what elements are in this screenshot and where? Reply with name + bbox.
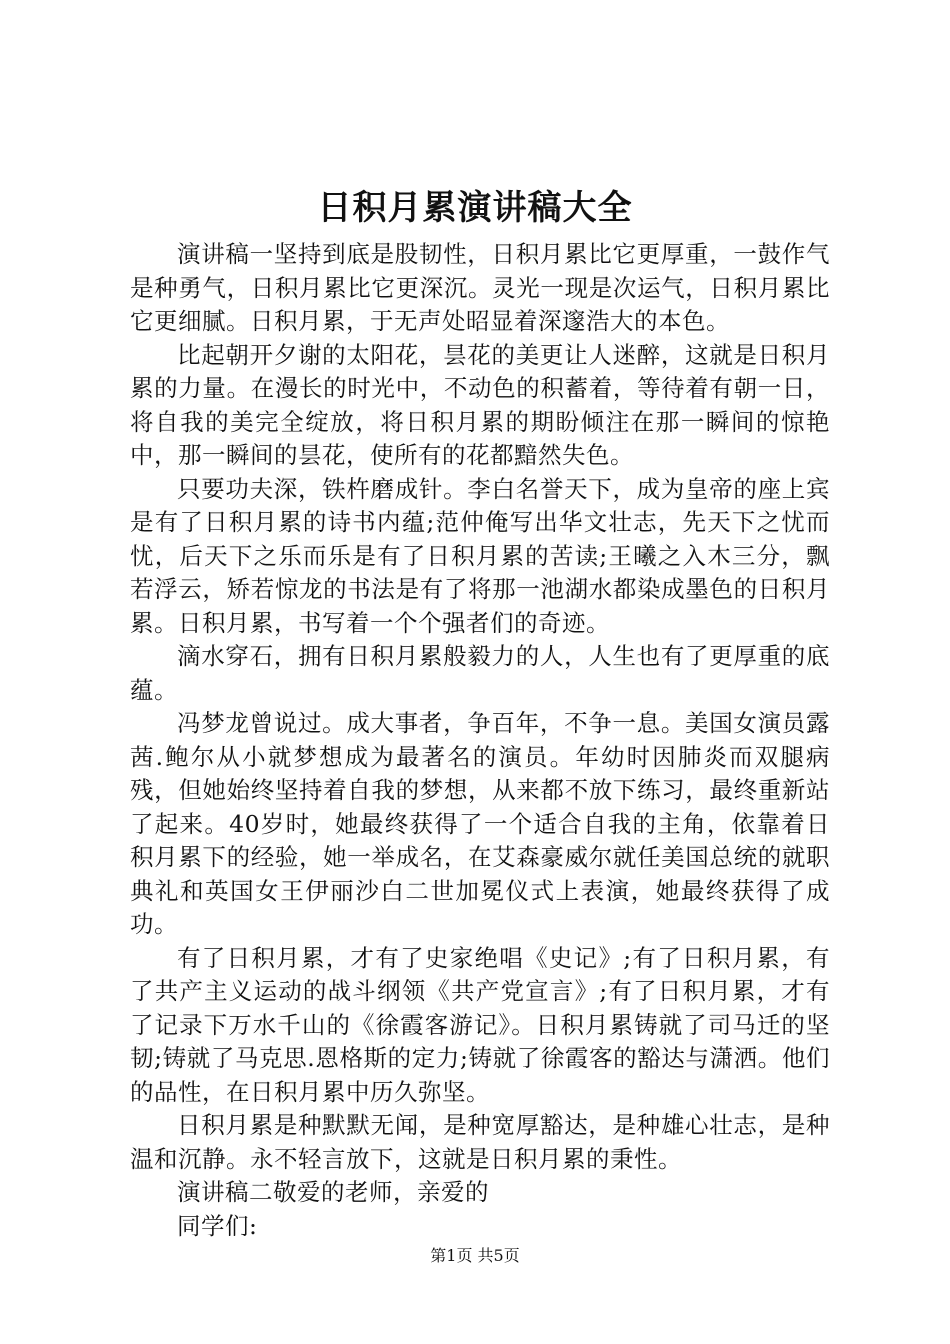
paragraph: 比起朝开夕谢的太阳花，昙花的美更让人迷醉，这就是日积月累的力量。在漫长的时光中，不动色的积蓄着，等待着有朝一日，将自我的美完全绽放，将日积月累的期盼倾注在那一瞬间的惊艳中，那一瞬间的昙花，使所有的花都黯然失色。 (130, 340, 830, 469)
paragraph: 日积月累是种默默无闻，是种宽厚豁达，是种雄心壮志，是种温和沉静。永不轻言放下，这就是日积月累的秉性。 (130, 1111, 830, 1173)
paragraph: 演讲稿二敬爱的老师，亲爱的 (177, 1178, 489, 1206)
paragraph: 只要功夫深，铁杵磨成针。李白名誉天下，成为皇帝的座上宾是有了日积月累的诗书内蕴;范仲俺写出华文壮志，先天下之忧而忧，后天下之乐而乐是有了日积月累的苦读;王曦之入木三分，飘若浮云，矫若惊龙的书法是有了将那一池湖水都染成墨色的日积月累。日积月累，书写着一个个强者们的奇迹。 (130, 474, 830, 637)
paragraph: 冯梦龙曾说过。成大事者，争百年，不争一息。美国女演员露茜.鲍尔从小就梦想成为最著名的演员。年幼时因肺炎而双腿病残，但她始终坚持着自我的梦想，从来都不放下练习，最终重新站了起来。40岁时，她最终获得了一个适合自我的主角，依靠着日积月累下的经验，她一举成名，在艾森豪威尔就任美国总统的就职典礼和英国女王伊丽沙白二世加冕仪式上表演，她最终获得了成功。 (130, 709, 830, 938)
document-title: 日积月累演讲稿大全 (317, 188, 633, 228)
paragraph: 演讲稿一坚持到底是股韧性，日积月累比它更厚重，一鼓作气是种勇气，日积月累比它更深沉。灵光一现是次运气，日积月累比它更细腻。日积月累，于无声处昭显着深邃浩大的本色。 (130, 240, 830, 335)
document-body (130, 238, 830, 1243)
paragraph: 有了日积月累，才有了史家绝唱《史记》;有了日积月累，有了共产主义运动的战斗纲领《共产党宣言》;有了日积月累，才有了记录下万水千山的《徐霞客游记》。日积月累铸就了司马迁的坚韧;铸就了马克思.恩格斯的定力;铸就了徐霞客的豁达与潇洒。他们的品性，在日积月累中历久弥坚。 (130, 943, 830, 1106)
paragraph: 同学们: (177, 1211, 258, 1240)
page-number-footer: 第1页 共5页 (430, 1246, 520, 1265)
paragraph: 滴水穿石，拥有日积月累般毅力的人，人生也有了更厚重的底蕴。 (130, 642, 830, 704)
